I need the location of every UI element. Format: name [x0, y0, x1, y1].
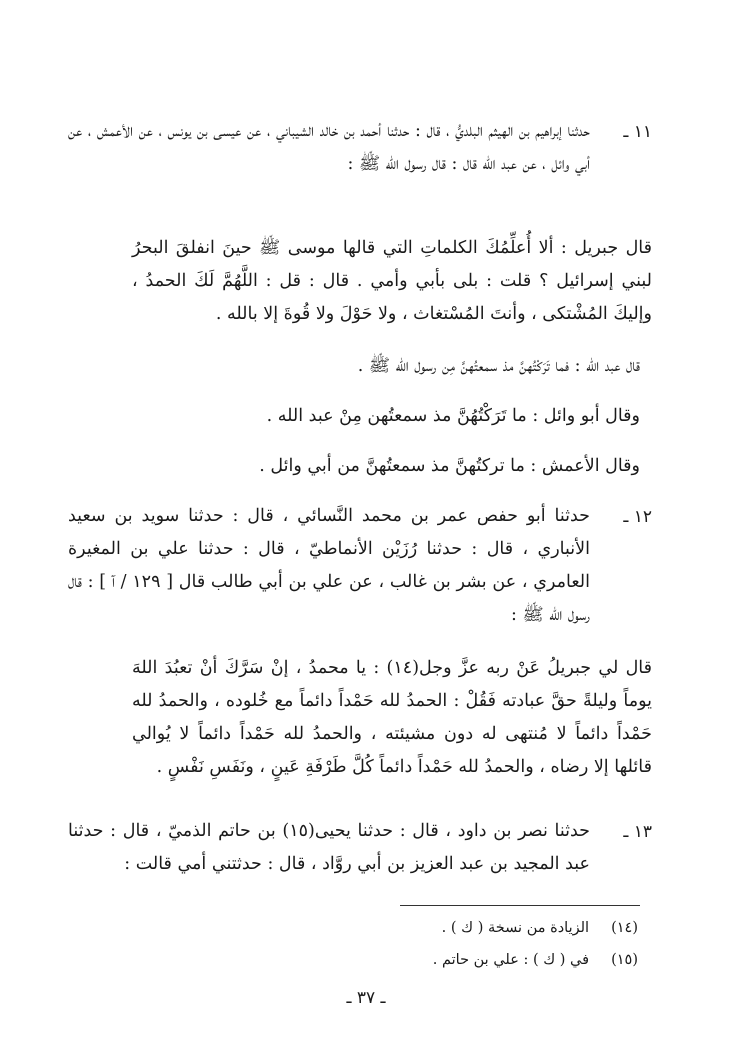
hadith-number: ١٣ ـ — [623, 822, 652, 842]
hadith-number: ١٢ ـ — [623, 507, 652, 527]
hadith-matn: قال جبريل : ألا أُعلِّمُكَ الكلماتِ التي قالها موسى ﷺ حينَ انفلقَ البحرُ لبني إسرائيل ؟ قلت : بلى بأبي وأمي . قال : قل : اللَّهُمَّ لَكَ الحمدُ ، وإليكَ المُشْتكى ، وأنتَ المُسْتغاث ، ولا حَوْلَ ولا قُوةَ إلا بالله . — [132, 238, 652, 324]
chain-line: وقال الأعمش : ما تركتُهنَّ مذ سمعتُهنَّ من أبي وائل . — [259, 456, 640, 476]
hadith-matn: قال لي جبريلُ عَنْ ربه عزَّ وجل(١٤) : يا محمدُ ، إنْ سَرَّكَ أنْ تعبُدَ اللهَ يوماً وليلةً حقَّ عبادته فَقُلْ : الحمدُ لله حَمْداً دائماً مع خُلوده ، والحمدُ لله حَمْداً دائماً لا مُنتهى له دون مشيئته ، والحمدُ لله حَمْداً دائماً لا يُوالي قائلها إلا رضاه ، والحمدُ لله حَمْداً دائماً كُلَّ طَرْفَةِ عَينٍ ، ونَفَسِ نَفْسٍ . — [132, 658, 653, 777]
chain-line: قال عبد الله : فما تَرَكْتُهنَّ مذ سمعتُهنَّ مِن رسول الله ﷺ . — [357, 356, 640, 376]
hadith-11-matn — [132, 232, 652, 331]
hadith-12 — [68, 500, 652, 632]
footnote-divider — [400, 905, 640, 906]
footnote-number: (١٥) — [611, 952, 638, 968]
page-number: ـ ٣٧ ـ — [346, 988, 386, 1008]
hadith-number: ١١ ـ — [623, 122, 652, 142]
footnote-number: (١٤) — [611, 920, 638, 936]
hadith-12-matn — [132, 652, 652, 784]
hadith-11 — [68, 115, 652, 181]
footnote — [442, 918, 638, 938]
hadith-13 — [68, 815, 652, 881]
footnote-text: الزيادة من نسخة ( ك ) . — [441, 920, 590, 936]
hadith-isnad: حدثنا أبو حفص عمر بن محمد النَّسائي ، قال : حدثنا سويد بن سعيد الأنباري ، قال : حدثنا رُزَيْن الأنماطيّ ، قال : حدثنا علي بن المغيرة العامري ، عن بشر بن غالب ، عن علي بن أبي طالب قال [ ١٢٩ / آ ] : قال رسول الله ﷺ : — [68, 506, 590, 625]
hadith-isnad: حدثنا إبراهيم بن الهيثم البلديُّ ، قال : حدثنا أحمد بن خالد الشيباني ، عن عيسى بن يونس ، عن الأعمش ، عن أبي وائل ، عن عبد الله قال : قال رسول الله ﷺ : — [68, 121, 590, 174]
chain-line: وقال أبو وائل : ما تَرَكْتُهُنَّ مذ سمعتُهن مِنْ عبد الله . — [266, 406, 640, 426]
hadith-isnad: حدثنا نصر بن داود ، قال : حدثنا يحيى(١٥) بن حاتم الذميّ ، قال : حدثنا عبد المجيد بن عبد العزيز بن أبي روَّاد ، قال : حدثتني أمي قالت : — [68, 821, 590, 874]
footnote-text: في ( ك ) : علي بن حاتم . — [432, 952, 590, 968]
footnote — [433, 950, 638, 970]
